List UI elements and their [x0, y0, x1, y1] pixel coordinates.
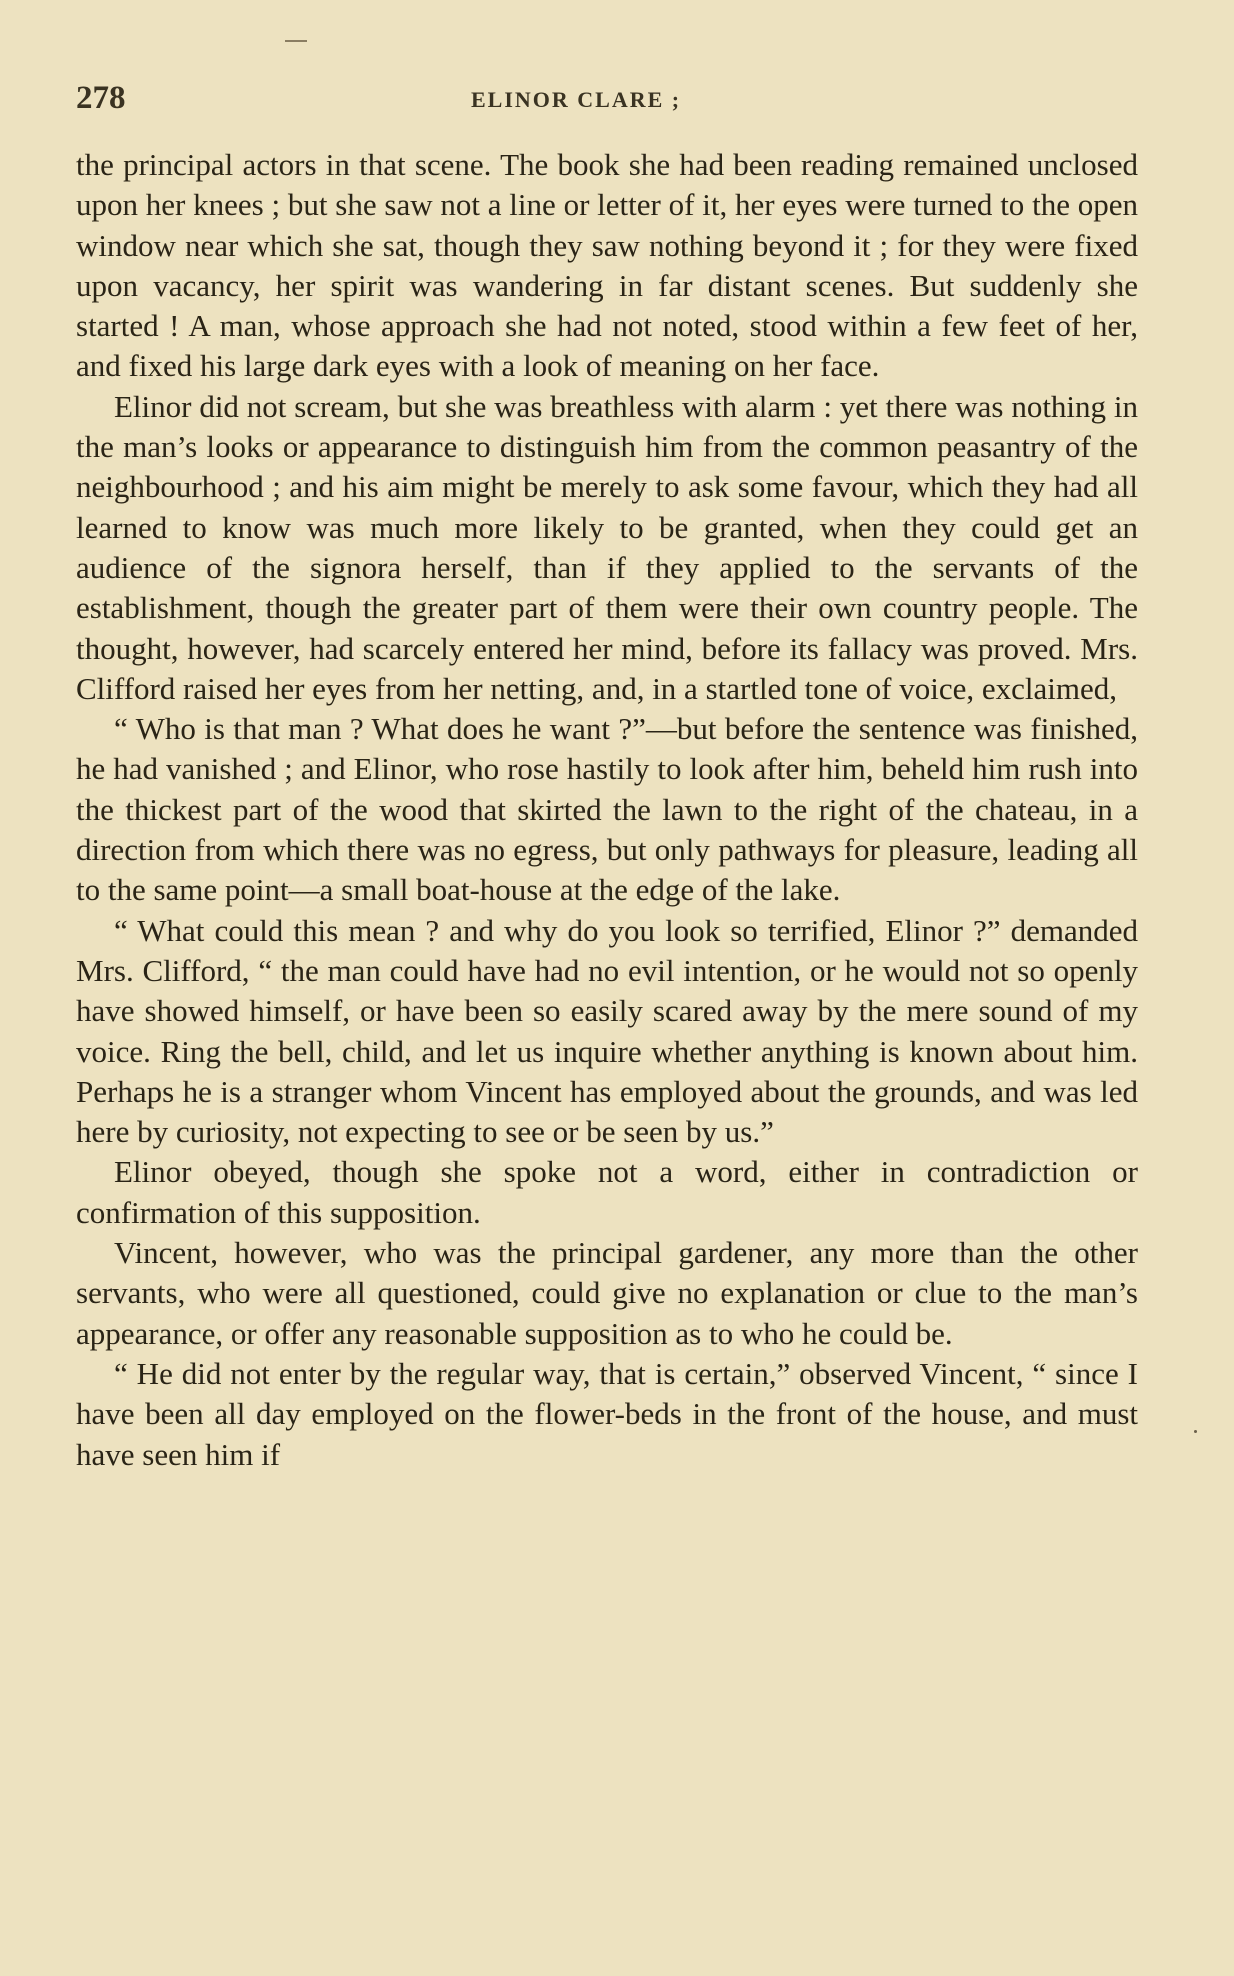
paragraph-continuation: the principal actors in that scene. The book she had been reading remained unclosed upon her knees ; but she saw not a line or letter of it, her eyes were turned to the open window near which she sat, though they saw nothing beyond it ; for they were fixed upon vacancy, her spirit was wandering in far distant scenes. But suddenly she started ! A man, whose approach she had not noted, stood within a few feet of her, and fixed his large dark eyes with a look of meaning on her face. [76, 147, 1138, 384]
body-text [76, 145, 1138, 1475]
running-head [76, 80, 1146, 120]
paragraph-dialogue: “ What could this mean ? and why do you look so terrified, Elinor ?” demanded Mrs. Clifford, “ the man could have had no evil intention, or he would not so openly have showed himself, or have been so easily scared away by the mere sound of my voice. Ring the bell, child, and let us inquire whether anything is known about him. Perhaps he is a stranger whom Vincent has employed about the grounds, and was led here by curiosity, not expecting to see or be seen by us.” [76, 912, 1138, 1150]
page-top-mark [285, 40, 307, 42]
paragraph-dialogue: “ He did not enter by the regular way, that is certain,” observed Vincent, “ since I have been all day employed on the flower-beds in the front of the house, and must have seen him if [76, 1355, 1138, 1472]
paper-speck [1194, 1430, 1197, 1433]
running-title: ELINOR CLARE ; [471, 87, 682, 112]
paragraph: Vincent, however, who was the principal gardener, any more than the other servants, who were all questioned, could give no explanation or clue to the man’s appearance, or offer any reasonable supposition as to who he could be. [76, 1235, 1138, 1351]
paragraph: Elinor did not scream, but she was breathless with alarm : yet there was nothing in the man’s looks or appearance to distinguish him from the common peasantry of the neighbourhood ; and his aim might be merely to ask some favour, which they had all learned to know was much more likely to be granted, when they could get an audience of the signora herself, than if they applied to the servants of the establishment, though the greater part of them were their own country people. The thought, however, had scarcely entered her mind, before its fallacy was proved. Mrs. Clifford raised her eyes from her netting, and, in a startled tone of voice, exclaimed, [76, 388, 1138, 706]
paragraph-dialogue: “ Who is that man ? What does he want ?”—but before the sentence was finished, he had vanished ; and Elinor, who rose hastily to look after him, beheld him rush into the thickest part of the wood that skirted the lawn to the right of the chateau, in a direction from which there was no egress, but only pathways for pleasure, leading all to the same point—a small boat-house at the edge of the lake. [76, 711, 1138, 908]
paragraph: Elinor obeyed, though she spoke not a word, either in contradiction or confirmation of this supposition. [76, 1154, 1138, 1230]
page-number: 278 [76, 80, 126, 116]
